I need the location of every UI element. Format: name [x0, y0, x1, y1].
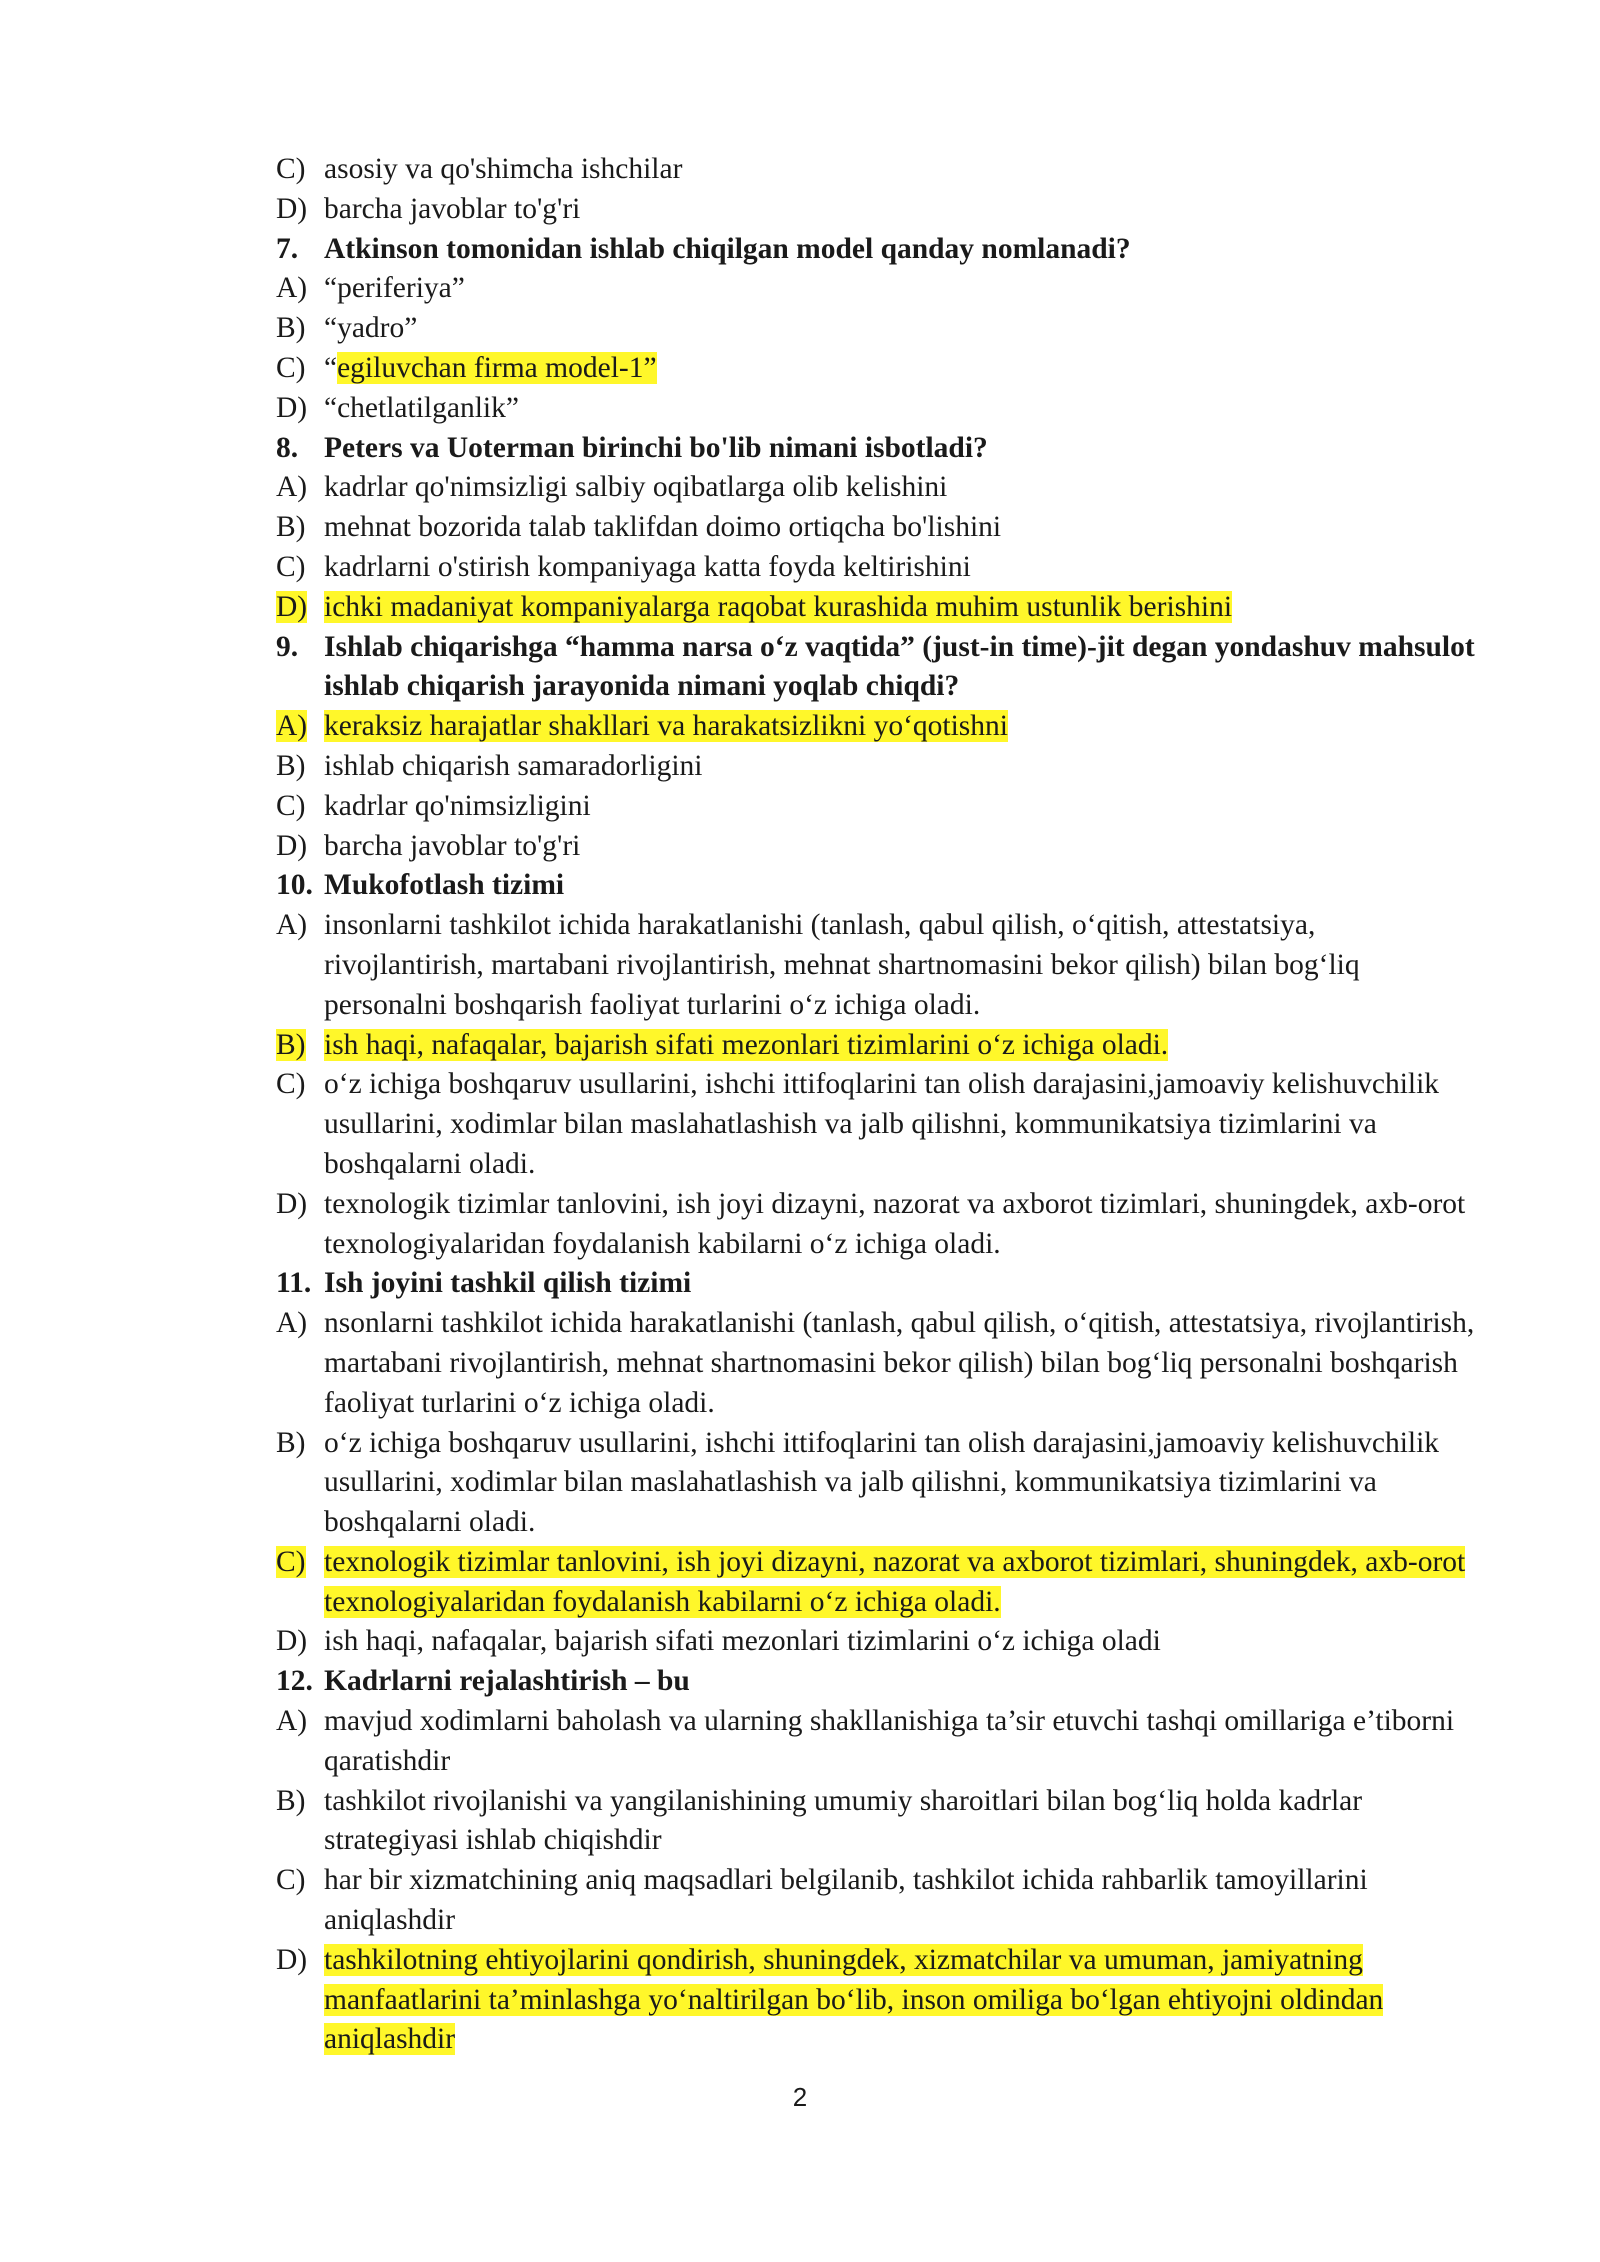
highlight-mark: B) [276, 1028, 306, 1061]
answer-option [276, 1702, 1476, 1782]
option-text: ish haqi, nafaqalar, bajarish sifati mezonlari tizimlarini o‘z ichiga oladi [324, 1625, 1161, 1658]
option-text: kadrlar qo'nimsizligi salbiy oqibatlarga olib kelishini [324, 471, 948, 504]
option-text: nsonlarni tashkilot ichida harakatlanishi (tanlash, qabul qilish, o‘qitish, attestatsiya, rivojlantirish, martabani rivojlantirish, mehnat shartnomasini bekor qilish) bilan bog‘liq personalni boshqarish faoliyat turlarini o‘z ichiga oladi. [324, 1307, 1475, 1419]
answer-option [276, 1304, 1476, 1423]
option-text: texnologik tizimlar tanlovini, ish joyi dizayni, nazorat va axborot tizimlari, shuningdek, axb-orot texnologiyalaridan foydalanish kabilarni o‘z ichiga oladi. [324, 1187, 1466, 1260]
answer-option [276, 1622, 1476, 1662]
answer-option [276, 1026, 1476, 1066]
option-label: D) [276, 1943, 308, 1976]
option-text: ishlab chiqarish samaradorligini [324, 749, 703, 782]
option-label: D) [276, 829, 308, 862]
question-line [276, 628, 1476, 708]
answer-option [276, 906, 1476, 1025]
option-label: D) [276, 391, 308, 424]
highlight-mark: D) [276, 590, 308, 623]
option-text: o‘z ichiga boshqaruv usullarini, ishchi ittifoqlarini tan olish darajasini,jamoaviy kelishuvchilik usullarini, xodimlar bilan maslahatlashish va jalb qilishni, kommunikatsiya tizimlarini va boshqalarni oladi. [324, 1068, 1440, 1180]
option-label: B) [276, 1784, 306, 1817]
question-line [276, 230, 1476, 270]
option-label: A) [276, 1307, 308, 1340]
answer-option [276, 269, 1476, 309]
option-label: D) [276, 1625, 308, 1658]
answer-option [276, 309, 1476, 349]
answer-option [276, 1543, 1476, 1623]
answer-option [276, 1065, 1476, 1184]
question-number: 9. [276, 630, 299, 663]
option-label: C) [276, 550, 306, 583]
answer-option [276, 1861, 1476, 1941]
option-label: D) [276, 1187, 308, 1220]
option-label: B) [276, 312, 306, 345]
highlight-mark: A) [276, 710, 308, 743]
answer-option [276, 190, 1476, 230]
question-line [276, 1264, 1476, 1304]
option-label: C) [276, 351, 306, 384]
option-label: B) [276, 749, 306, 782]
option-text: “yadro” [324, 312, 418, 345]
highlighted-answer: texnologik tizimlar tanlovini, ish joyi dizayni, nazorat va axborot tizimlari, shuningdek, axb-orot texnologiyalaridan foydalanish kabilarni o‘z ichiga oladi. [324, 1545, 1466, 1618]
answer-option [276, 150, 1476, 190]
option-label [276, 1543, 324, 1583]
option-label: A) [276, 272, 308, 305]
answer-option [276, 827, 1476, 867]
option-label: D) [276, 192, 308, 225]
option-text [324, 1543, 1476, 1623]
option-label: C) [276, 1068, 306, 1101]
option-text: mavjud xodimlarni baholash va ularning shakllanishiga ta’sir etuvchi tashqi omillariga e’tiborni qaratishdir [324, 1705, 1455, 1777]
option-text: tashkilot rivojlanishi va yangilanishining umumiy sharoitlari bilan bog‘liq holda kadrlar strategiyasi ishlab chiqishdir [324, 1784, 1363, 1857]
option-label: C) [276, 153, 306, 185]
question-number: 7. [276, 232, 299, 265]
option-text [324, 1026, 1476, 1066]
question-text: Kadrlarni rejalashtirish – bu [324, 1665, 690, 1698]
question-text: Ishlab chiqarishga “hamma narsa o‘z vaqtida” (just-in time)-jit degan yondashuv mahsulot ishlab chiqarish jarayonida nimani yoqlab chiqdi? [324, 630, 1475, 703]
answer-option [276, 1424, 1476, 1543]
option-text: insonlarni tashkilot ichida harakatlanishi (tanlash, qabul qilish, o‘qitish, attestatsiya, rivojlantirish, martabani rivojlantirish, mehnat shartnomasini bekor qilish) bilan bog‘liq personalni boshqarish faoliyat turlarini o‘z ichiga oladi. [324, 909, 1360, 1021]
option-text: barcha javoblar to'g'ri [324, 829, 581, 862]
option-text: asosiy va qo'shimcha ishchilar [324, 153, 683, 185]
answer-option [276, 389, 1476, 429]
answer-option [276, 747, 1476, 787]
option-text: o‘z ichiga boshqaruv usullarini, ishchi ittifoqlarini tan olish darajasini,jamoaviy kelishuvchilik usullarini, xodimlar bilan maslahatlashish va jalb qilishni, kommunikatsiya tizimlarini va boshqalarni oladi. [324, 1426, 1440, 1539]
option-label: A) [276, 909, 308, 942]
option-label: B) [276, 1426, 306, 1459]
question-number: 11. [276, 1267, 312, 1300]
option-label [276, 588, 324, 628]
question-line [276, 866, 1476, 906]
answer-option [276, 707, 1476, 747]
answer-option [276, 1782, 1476, 1862]
question-text: Mukofotlash tizimi [324, 869, 565, 902]
highlighted-answer: keraksiz harajatlar shakllari va harakatsizlikni yo‘qotishni [324, 710, 1008, 743]
option-label: C) [276, 789, 306, 822]
option-label: C) [276, 1864, 306, 1897]
answer-option [276, 787, 1476, 827]
option-text: “chetlatilganlik” [324, 391, 519, 424]
answer-option [276, 588, 1476, 628]
highlighted-answer: tashkilotning ehtiyojlarini qondirish, shuningdek, xizmatchilar va umuman, jamiyatning manfaatlarini ta’minlashga yo‘naltirilgan bo‘lib, inson omiliga bo‘lgan ehtiyojni oldindan aniqlashdir [324, 1943, 1384, 2056]
question-line [276, 1662, 1476, 1702]
option-text [324, 588, 1476, 628]
option-text: mehnat bozorida talab taklifdan doimo ortiqcha bo'lishini [324, 511, 1002, 544]
option-label: B) [276, 511, 306, 544]
question-number: 12. [276, 1665, 313, 1698]
option-text: kadrlarni o'stirish kompaniyaga katta foyda keltirishini [324, 550, 971, 583]
page-number: 2 [792, 2082, 808, 2112]
answer-option [276, 1941, 1476, 2060]
option-text [324, 707, 1476, 747]
option-label: A) [276, 471, 308, 504]
question-number: 8. [276, 431, 299, 464]
highlighted-answer: egiluvchan firma model-1” [337, 351, 657, 384]
option-text: har bir xizmatchining aniq maqsadlari belgilanib, tashkilot ichida rahbarlik tamoyillarini aniqlashdir [324, 1864, 1368, 1937]
option-text: “periferiya” [324, 272, 465, 305]
answer-option [276, 508, 1476, 548]
option-text: kadrlar qo'nimsizligini [324, 789, 591, 822]
question-text: Ish joyini tashkil qilish tizimi [324, 1267, 692, 1300]
answer-option [276, 548, 1476, 588]
question-text: Atkinson tomonidan ishlab chiqilgan model qanday nomlanadi? [324, 232, 1131, 265]
option-label: A) [276, 1705, 308, 1738]
question-text: Peters va Uoterman birinchi bo'lib nimani isbotladi? [324, 431, 988, 464]
question-number: 10. [276, 869, 313, 902]
highlighted-answer: ish haqi, nafaqalar, bajarish sifati mezonlari tizimlarini o‘z ichiga oladi. [324, 1028, 1169, 1061]
question-line [276, 429, 1476, 469]
answer-option [276, 468, 1476, 508]
answer-option [276, 1185, 1476, 1265]
option-text [324, 1941, 1476, 2060]
answer-option [276, 349, 1476, 389]
option-text [324, 349, 1476, 389]
highlight-mark: C) [276, 1545, 306, 1578]
question-list [276, 150, 1476, 2060]
option-text-prefix: “ [324, 351, 338, 384]
option-label [276, 1026, 324, 1066]
option-label [276, 707, 324, 747]
highlighted-answer: ichki madaniyat kompaniyalarga raqobat kurashida muhim ustunlik berishini [324, 590, 1233, 623]
option-text: barcha javoblar to'g'ri [324, 192, 581, 225]
